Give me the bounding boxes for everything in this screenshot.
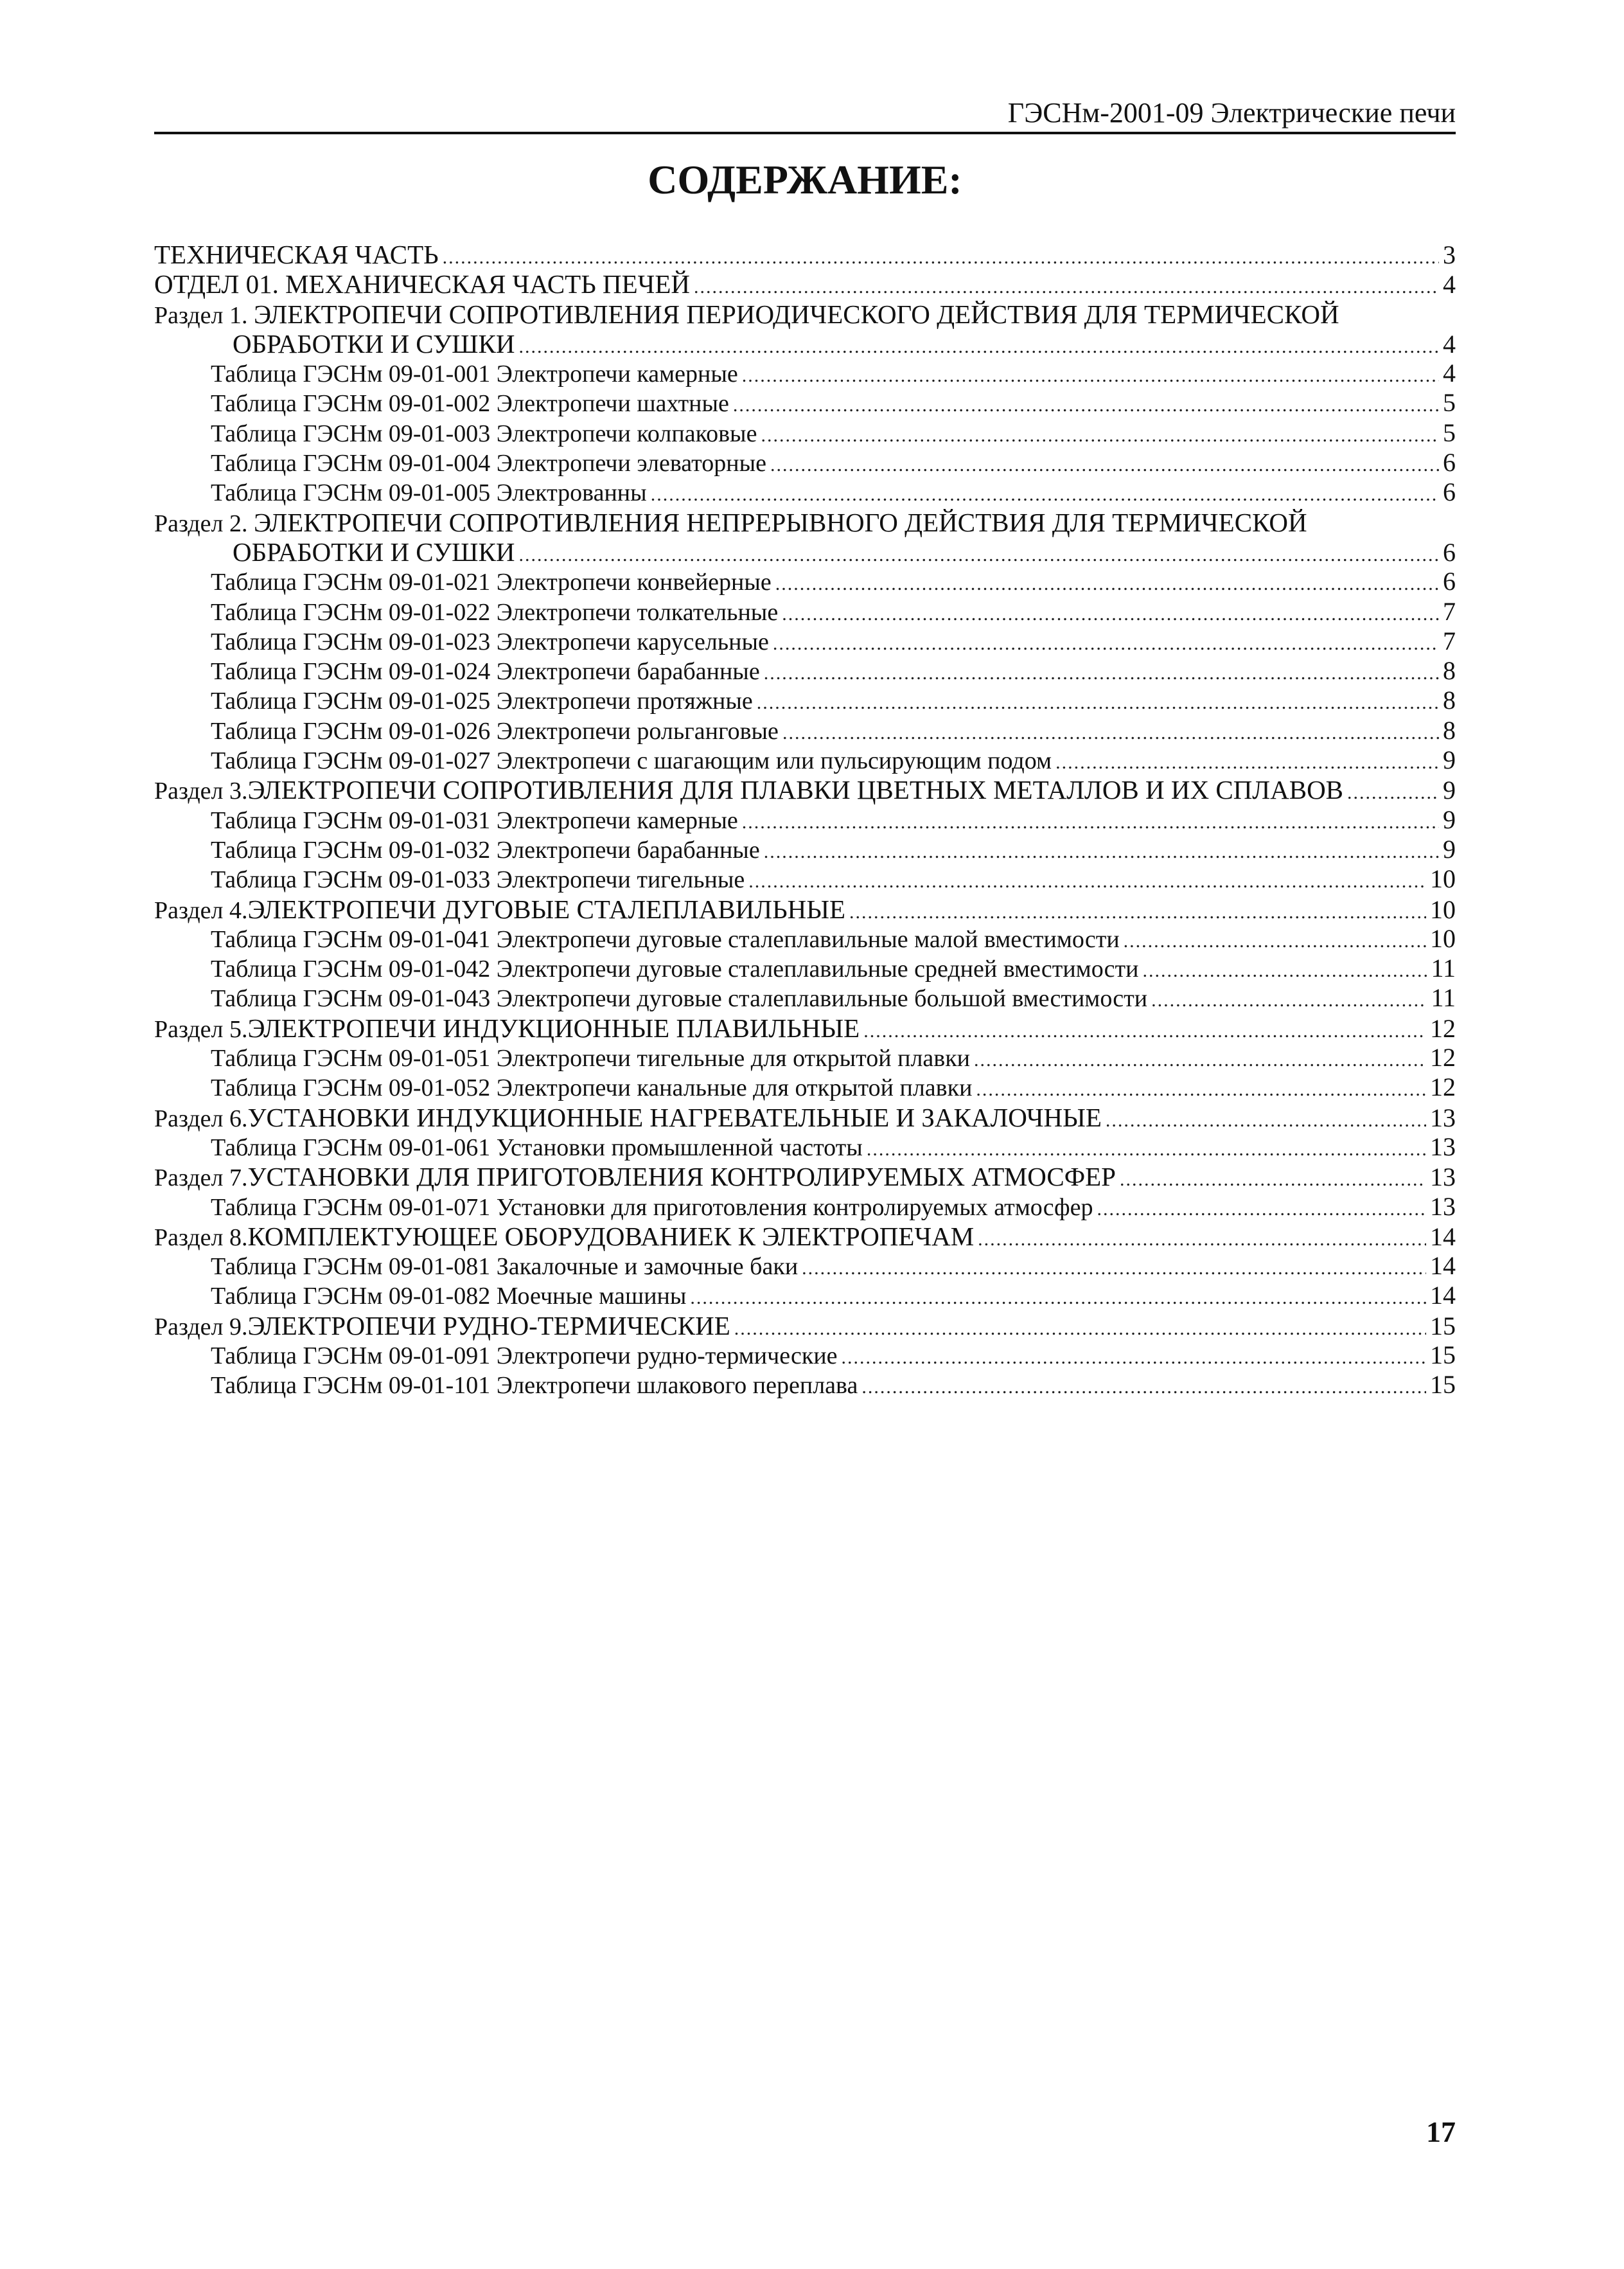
toc-entry-label: Таблица ГЭСНм 09-01-061 Установки промышленной частоты bbox=[211, 1134, 863, 1161]
toc-entry-label: Таблица ГЭСНм 09-01-081 Закалочные и замочные баки bbox=[211, 1253, 799, 1281]
toc-entry-prefix: Раздел 7. bbox=[154, 1164, 248, 1192]
toc-entry-label: Таблица ГЭСНм 09-01-031 Электропечи камерные bbox=[211, 806, 738, 834]
dot-leader bbox=[861, 1373, 1426, 1402]
toc-entry-table-09-01-081[interactable] bbox=[154, 1251, 1456, 1281]
toc-entry-label: ЭЛЕКТРОПЕЧИ СОПРОТИВЛЕНИЯ ПЕРИОДИЧЕСКОГО ДЕЙСТВИЯ ДЛЯ ТЕРМИЧЕСКОЙ bbox=[254, 299, 1339, 329]
toc-entry-page: 4 bbox=[1443, 270, 1456, 299]
toc-entry-section-2[interactable] bbox=[154, 508, 1456, 537]
toc-entry-page: 4 bbox=[1443, 359, 1456, 388]
dot-leader bbox=[764, 837, 1439, 867]
toc-entry-page: 11 bbox=[1431, 954, 1456, 983]
dot-leader bbox=[1055, 748, 1439, 778]
toc-entry-prefix: Раздел 5. bbox=[154, 1015, 248, 1043]
toc-entry-label: Таблица ГЭСНм 09-01-051 Электропечи тигельные для открытой плавки bbox=[211, 1045, 971, 1072]
toc-entry-label: Таблица ГЭСНм 09-01-052 Электропечи канальные для открытой плавки bbox=[211, 1074, 973, 1102]
toc-entry-table-09-01-022[interactable] bbox=[154, 597, 1456, 627]
toc-entry-label: Таблица ГЭСНм 09-01-101 Электропечи шлакового переплава bbox=[211, 1372, 858, 1400]
toc-entry-table-09-01-001[interactable] bbox=[154, 359, 1456, 388]
toc-entry-label: Таблица ГЭСНм 09-01-001 Электропечи камерные bbox=[211, 360, 738, 388]
toc-entry-section-9[interactable] bbox=[154, 1311, 1456, 1340]
dot-leader bbox=[518, 540, 1439, 570]
dot-leader bbox=[974, 1046, 1426, 1075]
dot-leader bbox=[694, 272, 1439, 302]
page-number: 17 bbox=[1426, 2115, 1456, 2148]
dot-leader bbox=[690, 1283, 1426, 1313]
toc-entry-label: Таблица ГЭСНм 09-01-091 Электропечи рудно-термические bbox=[211, 1342, 838, 1369]
toc-entry-section-6[interactable] bbox=[154, 1103, 1456, 1132]
toc-entry-table-09-01-082[interactable] bbox=[154, 1281, 1456, 1310]
toc-entry-prefix: Раздел 2. bbox=[154, 510, 254, 537]
dot-leader bbox=[1120, 1165, 1426, 1195]
dot-leader bbox=[863, 1017, 1426, 1046]
toc-entry-page: 8 bbox=[1443, 686, 1456, 715]
toc-entry-label: УСТАНОВКИ ДЛЯ ПРИГОТОВЛЕНИЯ КОНТРОЛИРУЕМЫХ АТМОСФЕР bbox=[247, 1162, 1116, 1192]
toc-entry-label: ОБРАБОТКИ И СУШКИ bbox=[233, 328, 515, 359]
toc-entry-section-7[interactable] bbox=[154, 1162, 1456, 1191]
toc-entry-table-09-01-027[interactable] bbox=[154, 745, 1456, 775]
toc-entry-label: Таблица ГЭСНм 09-01-042 Электропечи дуговые сталеплавильные средней вместимости bbox=[211, 956, 1139, 983]
toc-entry-label: Таблица ГЭСНм 09-01-024 Электропечи барабанные bbox=[211, 658, 760, 686]
toc-entry-label: ЭЛЕКТРОПЕЧИ ДУГОВЫЕ СТАЛЕПЛАВИЛЬНЫЕ bbox=[247, 894, 846, 924]
toc-entry-page: 12 bbox=[1430, 1072, 1456, 1102]
toc-entry-prefix: Раздел 1. bbox=[154, 301, 254, 329]
toc-entry-section-1[interactable] bbox=[154, 299, 1456, 329]
dot-leader bbox=[770, 450, 1439, 480]
toc-entry-page: 8 bbox=[1443, 715, 1456, 745]
toc-entry-label: ЭЛЕКТРОПЕЧИ СОПРОТИВЛЕНИЯ НЕПРЕРЫВНОГО ДЕЙСТВИЯ ДЛЯ ТЕРМИЧЕСКОЙ bbox=[254, 507, 1307, 537]
toc-entry-label: Таблица ГЭСНм 09-01-022 Электропечи толкательные bbox=[211, 598, 779, 626]
toc-entry-page: 10 bbox=[1430, 923, 1456, 953]
toc-entry-prefix: Раздел 8. bbox=[154, 1223, 248, 1251]
dot-leader bbox=[1106, 1106, 1426, 1135]
toc-entry-section-4[interactable] bbox=[154, 894, 1456, 924]
toc-entry-label: КОМПЛЕКТУЮЩЕЕ ОБОРУДОВАНИЕК К ЭЛЕКТРОПЕЧАМ bbox=[247, 1221, 975, 1251]
toc-entry-page: 14 bbox=[1430, 1281, 1456, 1310]
dot-leader bbox=[742, 361, 1439, 391]
toc-entry-label: Таблица ГЭСНм 09-01-043 Электропечи дуговые сталеплавильные большой вместимости bbox=[211, 985, 1148, 1013]
header-rule bbox=[154, 132, 1456, 134]
dot-leader bbox=[802, 1254, 1426, 1283]
toc-entry-label: ЭЛЕКТРОПЕЧИ ИНДУКЦИОННЫЕ ПЛАВИЛЬНЫЕ bbox=[247, 1013, 860, 1043]
toc-entry-label: Таблица ГЭСНм 09-01-026 Электропечи рольганговые bbox=[211, 717, 779, 745]
toc-entry-label: Таблица ГЭСНм 09-01-033 Электропечи тигельные bbox=[211, 866, 745, 894]
toc-entry-table-09-01-041[interactable] bbox=[154, 924, 1456, 954]
dot-leader bbox=[733, 391, 1439, 420]
dot-leader bbox=[867, 1135, 1426, 1164]
toc-entry-label: Таблица ГЭСНм 09-01-021 Электропечи конвейерные bbox=[211, 569, 772, 596]
dot-leader bbox=[761, 421, 1439, 450]
dot-leader bbox=[782, 600, 1439, 629]
dot-leader bbox=[978, 1225, 1426, 1254]
toc-entry-table-09-01-091[interactable] bbox=[154, 1340, 1456, 1370]
dot-leader bbox=[1151, 986, 1427, 1015]
running-header: ГЭСНм-2001-09 Электрические печи bbox=[1007, 97, 1456, 129]
toc-entry-section-5[interactable] bbox=[154, 1013, 1456, 1043]
toc-entry-page: 12 bbox=[1430, 1013, 1456, 1043]
toc-entry-page: 6 bbox=[1443, 448, 1456, 477]
toc-entry-page: 5 bbox=[1443, 388, 1456, 418]
toc-entry-page: 13 bbox=[1430, 1132, 1456, 1161]
toc-entry-table-09-01-026[interactable] bbox=[154, 716, 1456, 745]
dot-leader bbox=[734, 1314, 1426, 1344]
dot-leader bbox=[773, 629, 1439, 659]
toc-entry-page: 10 bbox=[1430, 864, 1456, 894]
toc-entry-label: Таблица ГЭСНм 09-01-005 Электрованны bbox=[211, 479, 647, 507]
toc-entry-page: 14 bbox=[1430, 1251, 1456, 1281]
toc-entry-table-09-01-004[interactable] bbox=[154, 448, 1456, 477]
toc-entry-label: Таблица ГЭСНм 09-01-032 Электропечи барабанные bbox=[211, 836, 760, 864]
toc-entry-page: 12 bbox=[1430, 1043, 1456, 1072]
dot-leader bbox=[1142, 956, 1427, 986]
toc-entry-page: 8 bbox=[1443, 656, 1456, 686]
toc-entry-table-09-01-101[interactable] bbox=[154, 1370, 1456, 1400]
dot-leader bbox=[1347, 778, 1439, 808]
toc-entry-label: Таблица ГЭСНм 09-01-041 Электропечи дуговые сталеплавильные малой вместимости bbox=[211, 925, 1120, 953]
toc-entry-label: Таблица ГЭСНм 09-01-023 Электропечи карусельные bbox=[211, 628, 769, 655]
toc-entry-page: 10 bbox=[1430, 894, 1456, 924]
toc-entry-page: 13 bbox=[1430, 1103, 1456, 1132]
toc-entry-label: ТЕХНИЧЕСКАЯ ЧАСТЬ bbox=[154, 240, 439, 269]
toc-entry-label: Таблица ГЭСНм 09-01-025 Электропечи протяжные bbox=[211, 688, 753, 715]
toc-entry-table-09-01-003[interactable] bbox=[154, 418, 1456, 448]
toc-entry-page: 13 bbox=[1430, 1162, 1456, 1192]
toc-entry-prefix: Раздел 6. bbox=[154, 1105, 248, 1132]
toc-entry-table-09-01-043[interactable] bbox=[154, 983, 1456, 1013]
toc-entry-page: 6 bbox=[1443, 567, 1456, 596]
toc-entry-table-09-01-005[interactable] bbox=[154, 477, 1456, 507]
toc-entry-section-3[interactable] bbox=[154, 775, 1456, 805]
toc-entry-table-09-01-024[interactable] bbox=[154, 656, 1456, 686]
dot-leader bbox=[775, 569, 1439, 599]
dot-leader bbox=[518, 332, 1439, 362]
toc-entry-table-09-01-052[interactable] bbox=[154, 1072, 1456, 1102]
toc-entry-table-09-01-023[interactable] bbox=[154, 627, 1456, 656]
toc-entry-page: 13 bbox=[1430, 1191, 1456, 1221]
toc-entry-page: 6 bbox=[1443, 537, 1456, 567]
dot-leader bbox=[742, 808, 1439, 837]
toc-entry-label: ОБРАБОТКИ И СУШКИ bbox=[233, 537, 515, 567]
dot-leader bbox=[849, 898, 1426, 927]
toc-entry-label: Таблица ГЭСНм 09-01-082 Моечные машины bbox=[211, 1283, 687, 1310]
dot-leader bbox=[842, 1343, 1426, 1373]
dot-leader bbox=[764, 659, 1439, 688]
toc-title: СОДЕРЖАНИЕ: bbox=[648, 157, 962, 202]
toc-entry-label: Таблица ГЭСНм 09-01-002 Электропечи шахтные bbox=[211, 390, 729, 418]
toc-entry-table-09-01-042[interactable] bbox=[154, 954, 1456, 983]
toc-entry-label: Таблица ГЭСНм 09-01-004 Электропечи элеваторные bbox=[211, 450, 766, 477]
toc-entry-prefix: Раздел 4. bbox=[154, 896, 248, 924]
toc-entry-prefix: Раздел 9. bbox=[154, 1313, 248, 1340]
toc-entry-section-1-continued[interactable] bbox=[154, 329, 1456, 359]
toc-entry-page: 9 bbox=[1443, 776, 1456, 805]
toc-entry-label: Таблица ГЭСНм 09-01-027 Электропечи с шагающим или пульсирующим подом bbox=[211, 747, 1052, 775]
dot-leader bbox=[748, 867, 1426, 896]
toc-entry-technical-part[interactable] bbox=[154, 240, 1456, 269]
toc-entry-label: ОТДЕЛ 01. МЕХАНИЧЕСКАЯ ЧАСТЬ ПЕЧЕЙ bbox=[154, 269, 690, 299]
toc-entry-label: Таблица ГЭСНм 09-01-071 Установки для приготовления контролируемых атмосфер bbox=[211, 1193, 1093, 1221]
toc-entry-division-01[interactable] bbox=[154, 269, 1456, 299]
dot-leader bbox=[651, 480, 1439, 510]
toc-entry-page: 15 bbox=[1430, 1311, 1456, 1340]
toc-entry-page: 9 bbox=[1443, 805, 1456, 834]
dot-leader bbox=[1124, 927, 1426, 956]
toc-entry-table-09-01-025[interactable] bbox=[154, 686, 1456, 715]
toc-entry-label: УСТАНОВКИ ИНДУКЦИОННЫЕ НАГРЕВАТЕЛЬНЫЕ И ЗАКАЛОЧНЫЕ bbox=[247, 1102, 1102, 1132]
toc-entry-page: 4 bbox=[1443, 329, 1456, 359]
toc-entry-prefix: Раздел 3. bbox=[154, 778, 248, 805]
toc-entry-table-09-01-002[interactable] bbox=[154, 388, 1456, 418]
toc-entry-table-09-01-033[interactable] bbox=[154, 864, 1456, 894]
toc-entry-table-09-01-071[interactable] bbox=[154, 1192, 1456, 1222]
toc-entry-page: 9 bbox=[1443, 834, 1456, 864]
toc-entry-page: 7 bbox=[1443, 626, 1456, 655]
toc-entry-page: 15 bbox=[1430, 1340, 1456, 1369]
toc-entry-table-09-01-061[interactable] bbox=[154, 1132, 1456, 1162]
toc-entry-label: ЭЛЕКТРОПЕЧИ СОПРОТИВЛЕНИЯ ДЛЯ ПЛАВКИ ЦВЕТНЫХ МЕТАЛЛОВ И ИХ СПЛАВОВ bbox=[247, 775, 1344, 805]
toc-entry-section-8[interactable] bbox=[154, 1222, 1456, 1251]
toc-entry-page: 14 bbox=[1430, 1222, 1456, 1251]
toc-entry-page: 3 bbox=[1443, 240, 1456, 269]
dot-leader bbox=[1097, 1195, 1426, 1224]
toc-entry-page: 15 bbox=[1430, 1370, 1456, 1400]
dot-leader bbox=[757, 688, 1439, 718]
toc-entry-label: Таблица ГЭСНм 09-01-003 Электропечи колпаковые bbox=[211, 420, 757, 447]
toc-entry-section-2-continued[interactable] bbox=[154, 537, 1456, 567]
toc-entry-page: 11 bbox=[1431, 983, 1456, 1013]
dot-leader bbox=[976, 1075, 1426, 1105]
toc-entry-page: 7 bbox=[1443, 596, 1456, 626]
toc-entry-label: ЭЛЕКТРОПЕЧИ РУДНО-ТЕРМИЧЕСКИЕ bbox=[247, 1310, 730, 1340]
toc-entry-table-09-01-021[interactable] bbox=[154, 567, 1456, 596]
toc-entry-table-09-01-031[interactable] bbox=[154, 805, 1456, 835]
dot-leader bbox=[443, 243, 1439, 272]
toc-entry-page: 9 bbox=[1443, 745, 1456, 775]
toc-entry-table-09-01-051[interactable] bbox=[154, 1043, 1456, 1072]
toc-entry-table-09-01-032[interactable] bbox=[154, 835, 1456, 864]
toc-entry-page: 5 bbox=[1443, 418, 1456, 447]
dot-leader bbox=[782, 718, 1439, 748]
table-of-contents bbox=[154, 240, 1456, 1400]
toc-entry-page: 6 bbox=[1443, 477, 1456, 507]
